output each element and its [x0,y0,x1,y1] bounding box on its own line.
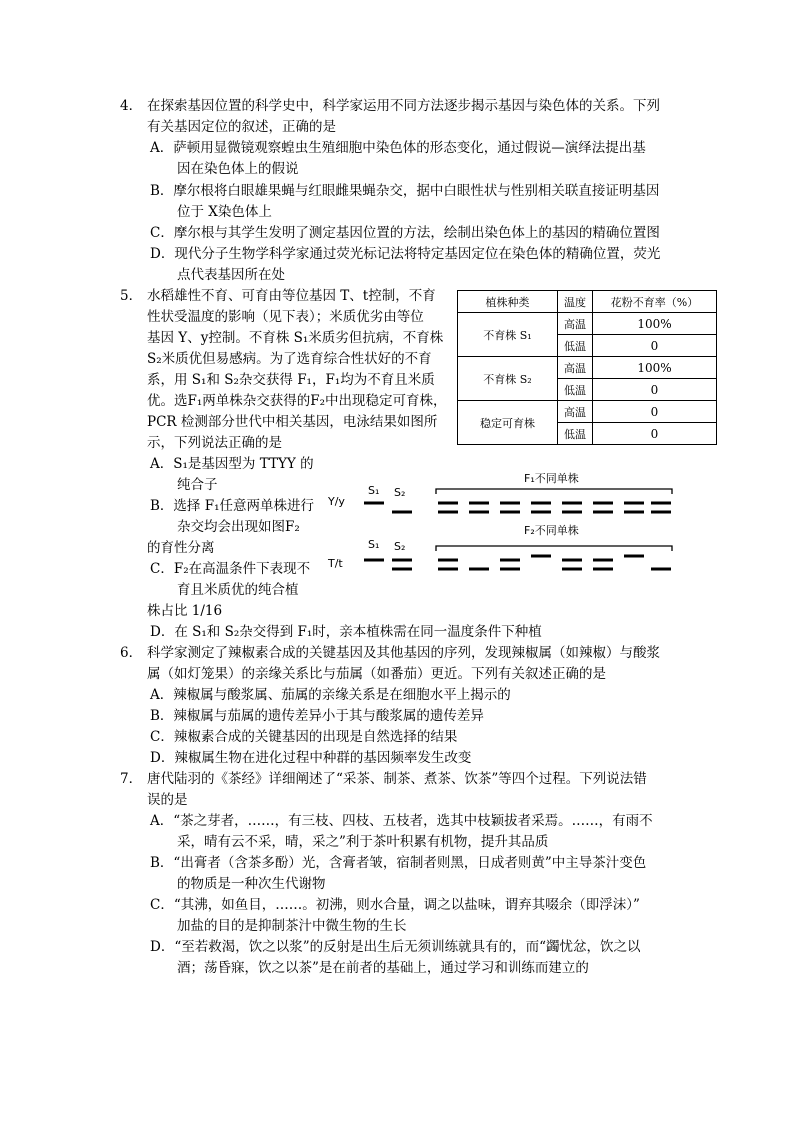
question-6-option-a: A．辣椒属与酸浆属、茄属的亲缘关系是在细胞水平上揭示的 [150,687,511,703]
table-header-row [458,291,717,313]
table-cell-temp: 低温 [558,379,593,401]
question-6-option-d: D．辣椒属生物在进化过程中种群的基因频率发生改变 [150,750,472,766]
question-4-option-b-cont: 位于 X染色体上 [177,204,272,220]
table-cell-temp: 高温 [558,313,593,335]
f2-bracket [436,546,672,551]
lane-s2-label: S₂ [394,486,406,499]
table-cell-rate: 100% [593,313,717,335]
question-7-option-a: A．“茶之芽者，……，有三枝、四枝、五枝者，选其中枝颖拔者采焉。……，有雨不 [150,813,653,829]
question-5-stem-line-6: 优。选F₁两单株杂交获得的F₂中出现稳定可育株， [147,393,447,409]
table-header-cell: 温度 [558,291,593,313]
tt-gene-label: T/t [328,557,343,570]
question-6-stem-line-1: 科学家测定了辣椒素合成的关键基因及其他基因的序列，发现辣椒属（如辣椒）与酸浆 [147,645,660,661]
lane-s2-label: S₂ [394,540,406,553]
question-4-option-b: B．摩尔根将白眼雄果蝇与红眼雌果蝇杂交，据中白眼性状与性别相关联直接证明基因 [150,183,660,199]
table-cell-rate: 0 [593,423,717,445]
question-7-option-b: B．“出膏者（含茶多酚）光，含膏者皱，宿制者则黑，日成者则黄”中主导茶汁变色 [150,855,647,871]
question-5-stem-line-4: S₂米质优但易感病。为了选育综合性状好的不育 [147,351,432,367]
question-6-option-c: C．辣椒素合成的关键基因的出现是自然选择的结果 [150,729,458,745]
question-5-option-b-cont-2: 的育性分离 [147,540,215,556]
question-5-number: 5． [120,288,143,304]
question-4-option-d: D．现代分子生物学科学家通过荧光标记法将特定基因定位在染色体的精确位置，荧光 [150,246,661,262]
question-5-stem-line-1: 水稻雄性不育、可育由等位基因 T、t控制，不育 [147,288,436,304]
table-row [458,401,717,423]
question-5-stem-line-5: 系，用 S₁和 S₂杂交获得 F₁，F₁均为不育且米质 [147,372,435,388]
table-cell-rate: 0 [593,401,717,423]
f2-individuals-label: F₂不同单株 [524,524,579,537]
question-5-option-c-cont-2: 株占比 1/16 [147,603,223,619]
question-4-option-c: C．摩尔根与其学生发明了测定基因位置的方法，绘制出染色体上的基因的精确位置图 [150,225,660,241]
question-5-option-a-cont: 纯合子 [177,477,218,493]
question-7-option-d-cont: 酒；荡昏寐，饮之以茶”是在前者的基础上，通过学习和训练而建立的 [177,960,589,976]
table-cell-plant: 不育株 S₁ [458,313,558,357]
table-header-cell: 花粉不育率（%） [593,291,717,313]
question-4-stem-line-1: 在探索基因位置的科学史中，科学家运用不同方法逐步揭示基因与染色体的关系。下列 [147,98,660,114]
table-cell-plant: 不育株 S₂ [458,357,558,401]
question-5-stem-line-7: PCR 检测部分世代中相关基因，电泳结果如图所 [147,414,438,430]
f1-bracket [436,489,672,494]
gel-bands-tt [364,556,671,569]
lane-s1-label: S₁ [368,484,380,497]
table-cell-plant: 稳定可育株 [458,401,558,445]
question-6-option-b: B．辣椒属与茄属的遗传差异小于其与酸浆属的遗传差异 [150,708,484,724]
question-7-number: 7． [120,771,143,787]
question-4-option-a-cont: 因在染色体上的假说 [177,161,299,177]
table-cell-rate: 0 [593,335,717,357]
question-4-option-d-cont: 点代表基因所在处 [177,267,285,283]
question-7-option-b-cont: 的物质是一种次生代谢物 [177,876,326,892]
lane-s1-label: S₁ [368,538,380,551]
table-cell-temp: 低温 [558,335,593,357]
question-5-option-c: C．F₂在高温条件下表现不 [150,561,311,577]
question-7-option-a-cont: 采，晴有云不采，晴，采之”利于茶叶积累有机物，提升其品质 [177,834,549,850]
question-4-number: 4． [120,98,143,114]
question-7-stem-line-2: 误的是 [147,792,188,808]
question-6-number: 6． [120,645,143,661]
table-cell-temp: 高温 [558,401,593,423]
question-5-option-b: B．选择 F₁任意两单株进行 [150,498,314,514]
table-cell-rate: 0 [593,379,717,401]
question-7-option-c: C．“其沸，如鱼目，……。初沸，则水合量，调之以盐味，谓弃其啜余（即浮沫）” [150,897,640,913]
question-5-stem-line-2: 性状受温度的影响（见下表）；米质优劣由等位 [147,309,424,325]
gel-bands-yy [364,503,671,512]
question-6-stem-line-2: 属（如灯笼果）的亲缘关系比与茄属（如番茄）更近。下列有关叙述正确的是 [147,666,606,682]
table-cell-temp: 高温 [558,357,593,379]
electrophoresis-figure [320,468,680,580]
table-header-cell: 植株种类 [458,291,558,313]
question-4-stem-line-2: 有关基因定位的叙述，正确的是 [147,119,336,135]
yy-gene-label: Y/y [328,495,345,508]
question-5-option-c-cont: 育且米质优的纯合植 [177,582,299,598]
sterility-temperature-table [457,290,717,445]
question-7-stem-line-1: 唐代陆羽的《茶经》详细阐述了“采茶、制茶、煮茶、饮茶”等四个过程。下列说法错 [147,771,647,787]
table-cell-temp: 低温 [558,423,593,445]
question-5-option-a: A．S₁是基因型为 TTYY 的 [150,456,314,472]
question-7-option-d: D．“至若救渴，饮之以浆”的反射是出生后无须训练就具有的，而“蠲忧忿，饮之以 [150,939,641,955]
question-5-option-d: D．在 S₁和 S₂杂交得到 F₁时，亲本植株需在同一温度条件下种植 [150,624,542,640]
question-5-stem-line-8: 示，下列说法正确的是 [147,435,282,451]
question-5-stem-line-3: 基因 Y、y控制。不育株 S₁米质劣但抗病，不育株 [147,330,444,346]
table-row [458,313,717,335]
table-cell-rate: 100% [593,357,717,379]
question-5-option-b-cont: 杂交均会出现如图F₂ [177,519,300,535]
f1-individuals-label: F₁不同单株 [524,472,579,485]
question-7-option-c-cont: 加盐的目的是抑制茶汁中微生物的生长 [177,918,407,934]
table-row [458,357,717,379]
question-4-option-a: A．萨顿用显微镜观察蝗虫生殖细胞中染色体的形态变化，通过假说—演绎法提出基 [150,140,646,156]
